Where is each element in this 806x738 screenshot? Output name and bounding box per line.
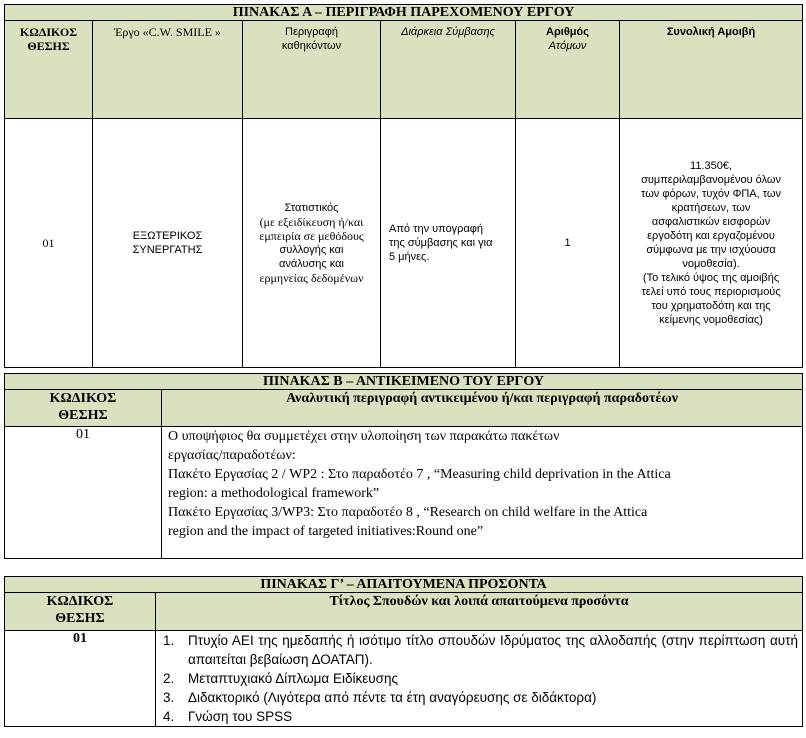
list-item-text: Γνώση του SPSS bbox=[188, 709, 293, 724]
desc-line: Πακέτο Εργασίας 2 / WP2 : Στο παραδοτέο 7 , “Measuring child deprivation in the Attica bbox=[168, 467, 671, 482]
header-code-line1: ΚΩΔΙΚΟΣ bbox=[19, 25, 78, 39]
row-fee bbox=[620, 119, 803, 368]
fee-line: (Το τελικό ύψος της αμοιβής bbox=[642, 272, 780, 284]
header-project-label: Έργο «C.W. SMILE » bbox=[114, 25, 221, 39]
list-item-text: Μεταπτυχιακό Δίπλωμα Ειδίκευσης bbox=[188, 671, 398, 686]
desc-line: region: a methodological framework” bbox=[168, 486, 380, 501]
row-duration bbox=[381, 119, 516, 368]
table-a-title: ΠΙΝΑΚΑΣ Α – ΠΕΡΙΓΡΑΦΗ ΠΑΡΕΧΟΜΕΝΟΥ ΕΡΓΟΥ bbox=[5, 5, 803, 21]
header-duration-label: Διάρκεια Σύμβασης bbox=[401, 26, 495, 38]
fee-line: κείμενης νομοθεσίας) bbox=[659, 314, 763, 326]
table-b-header-code-line1: ΚΩΔΙΚΟΣ bbox=[49, 391, 117, 406]
header-code-line2: ΘΕΣΗΣ bbox=[27, 39, 70, 53]
row-project-line2: ΣΥΝΕΡΓΑΤΗΣ bbox=[132, 244, 203, 256]
header-persons bbox=[516, 21, 620, 119]
list-item bbox=[156, 688, 802, 707]
duration-line: Από την υπογραφή bbox=[389, 223, 484, 235]
row-code bbox=[5, 119, 93, 368]
desc-line: Ο υποψήφιος θα συμμετέχει στην υλοποίηση των παρακάτω πακέτων bbox=[168, 429, 560, 444]
table-c-header-code bbox=[5, 593, 156, 631]
fee-line: σύμφωνα με την ισχύουσα bbox=[646, 244, 776, 256]
list-item-number: 4. bbox=[163, 709, 175, 724]
table-c-header-desc: Τίτλος Σπουδών και λοιπά απαιτούμενα προσόντα bbox=[156, 593, 803, 631]
table-c-header-code-line1: ΚΩΔΙΚΟΣ bbox=[46, 594, 114, 609]
duration-line: 5 μήνες. bbox=[389, 251, 430, 263]
table-c-code: 01 bbox=[5, 631, 156, 727]
row-project bbox=[93, 119, 243, 368]
fee-line: συμπεριλαμβανομένου όλων bbox=[641, 174, 781, 186]
duties-line: ερμηνείας δεδομένων bbox=[259, 271, 364, 285]
table-b bbox=[4, 373, 803, 559]
header-project bbox=[93, 21, 243, 119]
list-item bbox=[156, 631, 802, 669]
desc-line: Πακέτο Εργασίας 3/WP3: Στο παραδοτέο 8 , “Research on child welfare in the Attica bbox=[168, 505, 648, 520]
row-persons-value: 1 bbox=[564, 237, 571, 249]
list-item-number: 2. bbox=[163, 671, 175, 686]
duration-line: της σύμβασης και για bbox=[389, 237, 493, 249]
fee-line: του χρηματοδότη και της bbox=[651, 300, 771, 312]
fee-line: εργοδότη και εργαζομένου bbox=[647, 230, 775, 242]
duties-line: ανάλυσης και bbox=[279, 258, 344, 270]
header-duties-line2: καθηκόντων bbox=[281, 40, 342, 52]
fee-line: των φόρων, τυχόν ΦΠΑ, των bbox=[641, 188, 782, 200]
header-fee-label: Συνολική Αμοιβή bbox=[666, 26, 756, 38]
header-persons-line1: Αριθμός bbox=[546, 26, 589, 38]
table-b-header-desc: Αναλυτική περιγραφή αντικειμένου ή/και περιγραφή παραδοτέων bbox=[162, 390, 803, 427]
desc-line: εργασίας/παραδοτέων: bbox=[168, 448, 296, 463]
table-c-header-code-line2: ΘΕΣΗΣ bbox=[55, 611, 105, 626]
row-project-line1: ΕΞΩΤΕΡΙΚΟΣ bbox=[132, 230, 203, 242]
table-c bbox=[4, 576, 803, 727]
duties-line: συλλογής και bbox=[279, 244, 344, 256]
fee-line: 11.350€, bbox=[690, 160, 733, 172]
header-persons-line2: Ατόμων bbox=[548, 40, 587, 52]
table-b-description bbox=[162, 427, 803, 559]
table-b-header-code bbox=[5, 390, 162, 427]
fee-line: ασφαλιστικών εισφορών bbox=[651, 216, 771, 228]
header-duties-line1: Περιγραφή bbox=[285, 26, 338, 38]
qualifications-list bbox=[156, 631, 802, 726]
list-item bbox=[156, 707, 802, 726]
table-b-header-code-line2: ΘΕΣΗΣ bbox=[58, 408, 108, 423]
header-duration bbox=[381, 21, 516, 119]
header-fee bbox=[620, 21, 803, 119]
row-duties bbox=[243, 119, 381, 368]
list-item-text: Πτυχίο ΑΕΙ της ημεδαπής ή ισότιμο τίτλο σπουδών Ιδρύματος της αλλοδαπής (στην περίπτωση αυτή απαιτείται βεβαίωση ΔΟΑΤΑΠ). bbox=[188, 633, 799, 667]
list-item-number: 3. bbox=[163, 690, 175, 705]
table-c-qualifications bbox=[156, 631, 803, 727]
header-duties bbox=[243, 21, 381, 119]
table-a bbox=[4, 4, 803, 368]
duties-line: (με εξειδίκευση ή/και bbox=[259, 215, 364, 229]
fee-line: νομοθεσία). bbox=[682, 258, 740, 270]
list-item-number: 1. bbox=[163, 633, 175, 648]
header-code bbox=[5, 21, 93, 119]
fee-line: κρατήσεων, των bbox=[671, 202, 751, 214]
duties-line: Στατιστικός bbox=[284, 202, 339, 214]
list-item-text: Διδακτορικό (Λιγότερα από πέντε τα έτη αναγόρευσης σε διδάκτορα) bbox=[188, 690, 597, 705]
table-b-title: ΠΙΝΑΚΑΣ Β – ΑΝΤΙΚΕΙΜΕΝΟ ΤΟΥ ΕΡΓΟΥ bbox=[5, 374, 803, 390]
row-code-value: 01 bbox=[42, 235, 55, 250]
table-c-title: ΠΙΝΑΚΑΣ Γ’ – ΑΠΑΙΤΟΥΜΕΝΑ ΠΡΟΣΟΝΤΑ bbox=[5, 577, 803, 593]
table-b-code: 01 bbox=[5, 427, 162, 559]
list-item bbox=[156, 669, 802, 688]
row-persons bbox=[516, 119, 620, 368]
duties-line: εμπειρία σε μεθόδους bbox=[259, 229, 364, 243]
fee-line: τελεί υπό τους περιορισμούς bbox=[641, 286, 781, 298]
desc-line: region and the impact of targeted initiatives:Round one” bbox=[168, 524, 484, 539]
